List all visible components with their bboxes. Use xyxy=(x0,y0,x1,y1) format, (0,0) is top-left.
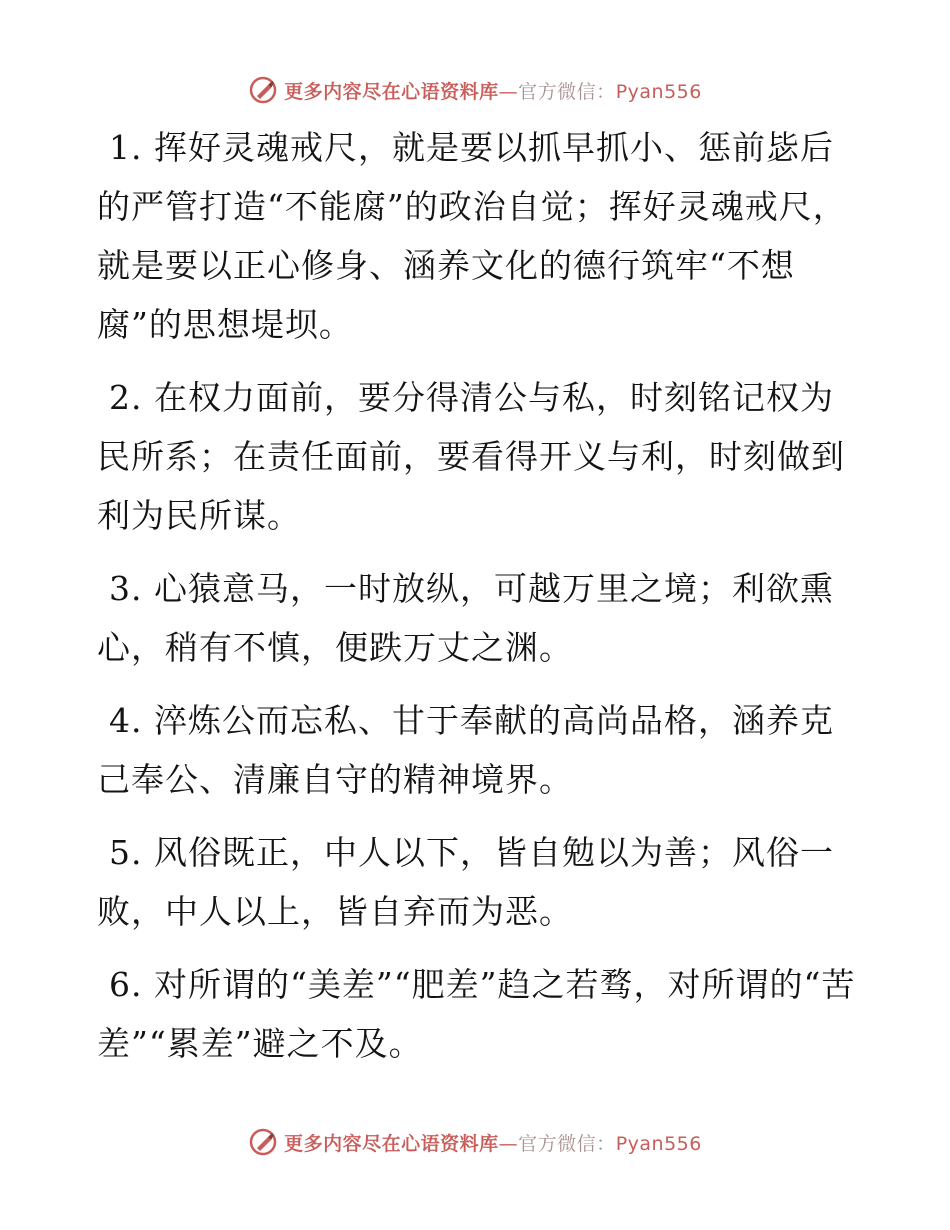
quote-item-3: 3. 心猿意马，一时放纵，可越万里之境；利欲熏心，稍有不慎，便跌万丈之渊。 xyxy=(97,569,834,667)
footer-watermark xyxy=(0,1122,950,1162)
document-body xyxy=(97,118,857,1087)
pen-logo-icon xyxy=(248,1127,278,1157)
quote-item-1: 1. 挥好灵魂戒尺，就是要以抓早抓小、惩前毖后的严管打造“不能腐”的政治自觉；挥好灵魂戒尺，就是要以正心修身、涵养文化的德行筑牢“不想腐”的思想堤坝。 xyxy=(97,128,847,344)
footer-wechat-handle: Pyan556 xyxy=(615,1132,702,1155)
quote-item-5: 5. 风俗既正，中人以下，皆自勉以为善；风俗一败，中人以上，皆自弃而为恶。 xyxy=(97,833,834,931)
footer-official-label: 官方微信： xyxy=(518,1132,616,1155)
header-banner-text xyxy=(284,77,702,104)
footer-dash: — xyxy=(498,1132,519,1155)
footer-promo-text: 更多内容尽在心语资料库 xyxy=(284,1132,499,1155)
footer-banner-text xyxy=(284,1129,702,1156)
header-watermark xyxy=(0,70,950,110)
quote-item-6: 6. 对所谓的“美差”“肥差”趋之若骛，对所谓的“苦差”“累差”避之不及。 xyxy=(97,965,856,1063)
quote-item-4: 4. 淬炼公而忘私、甘于奉献的高尚品格，涵养克己奉公、清廉自守的精神境界。 xyxy=(97,701,834,799)
header-wechat-handle: Pyan556 xyxy=(615,80,702,103)
header-promo-text: 更多内容尽在心语资料库 xyxy=(284,80,499,103)
quote-item-2: 2. 在权力面前，要分得清公与私，时刻铭记权为民所系；在责任面前，要看得开义与利，时刻做到利为民所谋。 xyxy=(97,378,845,535)
header-dash: — xyxy=(498,80,519,103)
header-official-label: 官方微信： xyxy=(518,80,616,103)
pen-logo-icon xyxy=(248,75,278,105)
